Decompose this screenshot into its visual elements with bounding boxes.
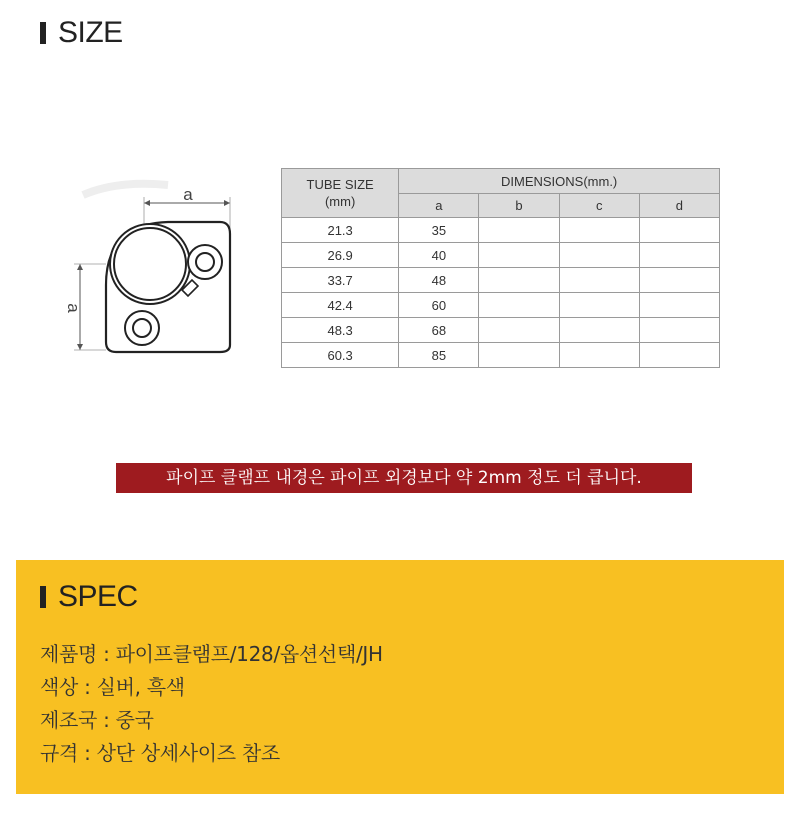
- spec-dimensions: 규격 : 상단 상세사이즈 참조: [40, 741, 280, 765]
- cell-d: [639, 218, 719, 243]
- cell-tube: 42.4: [282, 293, 399, 318]
- tube-size-label: TUBE SIZE: [306, 177, 374, 192]
- size-section-title: [40, 16, 123, 50]
- cell-tube: 21.3: [282, 218, 399, 243]
- cell-tube: 48.3: [282, 318, 399, 343]
- cell-b: [479, 218, 559, 243]
- dimensions-header: DIMENSIONS(mm.): [399, 169, 720, 194]
- spec-section: [16, 560, 784, 794]
- col-header-b: b: [479, 194, 559, 218]
- cell-d: [639, 293, 719, 318]
- cell-a: 35: [399, 218, 479, 243]
- title-bar-marker: [40, 22, 46, 44]
- spec-color: 색상 : 실버, 흑색: [40, 675, 185, 699]
- cell-a: 85: [399, 343, 479, 368]
- col-header-c: c: [559, 194, 639, 218]
- dimension-label-side: a: [64, 303, 83, 313]
- table-row: [282, 218, 720, 243]
- cell-b: [479, 293, 559, 318]
- cell-c: [559, 293, 639, 318]
- spec-origin: 제조국 : 중국: [40, 708, 154, 732]
- cell-d: [639, 318, 719, 343]
- cell-a: 48: [399, 268, 479, 293]
- cell-b: [479, 243, 559, 268]
- table-row: [282, 293, 720, 318]
- cell-c: [559, 343, 639, 368]
- size-title-text: SIZE: [58, 16, 123, 49]
- cell-c: [559, 243, 639, 268]
- cell-b: [479, 268, 559, 293]
- spec-title-text: SPEC: [58, 580, 138, 613]
- table-row: [282, 268, 720, 293]
- dimension-label-top: a: [183, 185, 193, 204]
- cell-c: [559, 218, 639, 243]
- cell-d: [639, 343, 719, 368]
- cell-d: [639, 243, 719, 268]
- tube-size-header: [282, 169, 399, 218]
- table-row: [282, 318, 720, 343]
- cell-tube: 60.3: [282, 343, 399, 368]
- cell-c: [559, 268, 639, 293]
- cell-a: 60: [399, 293, 479, 318]
- col-header-a: a: [399, 194, 479, 218]
- cell-c: [559, 318, 639, 343]
- spec-section-title: [40, 580, 138, 614]
- table-row: [282, 243, 720, 268]
- inner-diameter-notice: 파이프 클램프 내경은 파이프 외경보다 약 2mm 정도 더 큽니다.: [116, 463, 692, 493]
- cell-tube: 33.7: [282, 268, 399, 293]
- dimensions-table: [281, 168, 720, 368]
- cell-a: 68: [399, 318, 479, 343]
- col-header-d: d: [639, 194, 719, 218]
- title-bar-marker: [40, 586, 46, 608]
- cell-b: [479, 343, 559, 368]
- spec-list: [40, 638, 383, 770]
- spec-product-name: 제품명 : 파이프클램프/128/옵션선택/JH: [40, 642, 383, 666]
- cell-d: [639, 268, 719, 293]
- tube-size-unit: (mm): [324, 194, 356, 209]
- table-row: [282, 343, 720, 368]
- clamp-diagram: [58, 160, 248, 360]
- cell-a: 40: [399, 243, 479, 268]
- cell-tube: 26.9: [282, 243, 399, 268]
- cell-b: [479, 318, 559, 343]
